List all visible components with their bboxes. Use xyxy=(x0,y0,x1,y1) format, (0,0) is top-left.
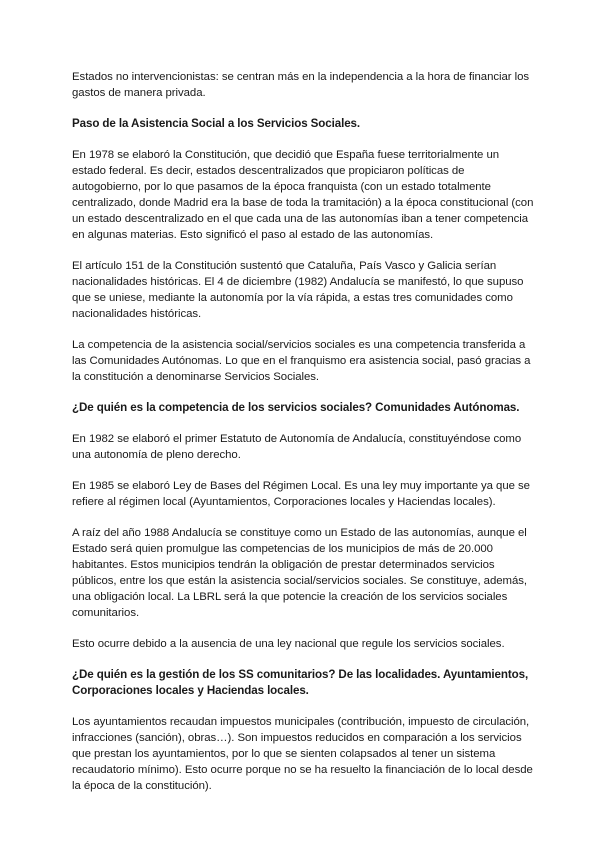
text-line: públicos, entre los que están la asistencia social/servicios sociales. Se constituye, además, xyxy=(72,575,528,587)
text-line: ¿De quién es la competencia de los servicios sociales? Comunidades Autónomas. xyxy=(72,401,520,414)
paragraph xyxy=(72,714,540,794)
text-line: Paso de la Asistencia Social a los Servicios Sociales. xyxy=(72,117,361,130)
section-heading xyxy=(72,667,540,699)
text-line: estado federal. Es decir, estados descentralizados que propiciaron políticas de xyxy=(72,165,465,177)
text-line: El artículo 151 de la Constitución sustentó que Cataluña, País Vasco y Galicia serían xyxy=(72,260,497,272)
text-line: en algunas materias. Esto significó el paso al estado de las autonomías. xyxy=(72,229,434,241)
text-line: Estados no intervencionistas: se centran más en la independencia a la hora de financiar los xyxy=(72,71,530,83)
text-line: gastos de manera privada. xyxy=(72,87,206,99)
text-line: infracciones (sanción), obras…). Son impuestos reducidos en comparación a los servicios xyxy=(72,732,522,744)
text-line: Esto ocurre debido a la ausencia de una ley nacional que regule los servicios sociales. xyxy=(72,638,505,650)
section-heading xyxy=(72,116,540,132)
text-line: una autonomía de pleno derecho. xyxy=(72,449,241,461)
paragraph xyxy=(72,431,540,463)
text-line: refiere al régimen local (Ayuntamientos, Corporaciones locales y Haciendas locales). xyxy=(72,496,496,508)
paragraph xyxy=(72,478,540,510)
text-line: habitantes. Estos municipios tendrán la obligación de prestar determinados servicios xyxy=(72,559,495,571)
document-body xyxy=(72,69,540,794)
text-line: un estado descentralizado en el que cada una de las autonomías iban a tener competencia xyxy=(72,213,529,225)
text-line: una obligación local. La LBRL será la que potencie la creación de los servicios sociales xyxy=(72,591,508,603)
text-line: nacionalidades históricas. El 4 de diciembre (1982) Andalucía se manifestó, lo que supuso xyxy=(72,276,524,288)
text-line: autogobierno, por lo que pasamos de la época franquista (con un estado totalmente xyxy=(72,181,491,193)
paragraph xyxy=(72,525,540,621)
text-line: Estado será quien promulgue las competencias de los municipios de más de 20.000 xyxy=(72,543,493,555)
text-line: ¿De quién es la gestión de los SS comunitarios? De las localidades. Ayuntamientos, xyxy=(72,668,529,681)
text-line: que se uniese, mediante la autonomía por la vía rápida, a estas tres comunidades como xyxy=(72,292,513,304)
paragraph xyxy=(72,69,540,101)
paragraph xyxy=(72,636,540,652)
section-heading xyxy=(72,400,540,416)
text-line: La competencia de la asistencia social/servicios sociales es una competencia transferida a xyxy=(72,339,526,351)
text-line: comunitarios. xyxy=(72,607,140,619)
text-line: Los ayuntamientos recaudan impuestos municipales (contribución, impuesto de circulación, xyxy=(72,716,530,728)
paragraph xyxy=(72,147,540,243)
text-line: nacionalidades históricas. xyxy=(72,308,202,320)
text-line: En 1982 se elaboró el primer Estatuto de Autonomía de Andalucía, constituyéndose como xyxy=(72,433,522,445)
text-line: centralizado, donde Madrid era la base de toda la tramitación) a la época constitucional (con xyxy=(72,197,534,209)
text-line: En 1985 se elaboró Ley de Bases del Régimen Local. Es una ley muy importante ya que se xyxy=(72,480,530,492)
text-line: las Comunidades Autónomas. Lo que en el franquismo era asistencia social, pasó gracias a xyxy=(72,355,531,367)
text-line: Corporaciones locales y Haciendas locales. xyxy=(72,684,309,697)
text-line: la época de la constitución). xyxy=(72,780,212,792)
text-line: A raíz del año 1988 Andalucía se constituye como un Estado de las autonomías, aunque el xyxy=(72,527,527,539)
text-line: que prestan los ayuntamientos, por lo que se sienten colapsados al tener un sistema xyxy=(72,748,496,760)
paragraph xyxy=(72,258,540,322)
paragraph xyxy=(72,337,540,385)
text-line: recaudatorio mínimo). Esto ocurre porque no se ha resuelto la financiación de lo local desde xyxy=(72,764,533,776)
text-line: En 1978 se elaboró la Constitución, que decidió que España fuese territorialmente un xyxy=(72,149,500,161)
text-line: la constitución a denominarse Servicios Sociales. xyxy=(72,371,320,383)
